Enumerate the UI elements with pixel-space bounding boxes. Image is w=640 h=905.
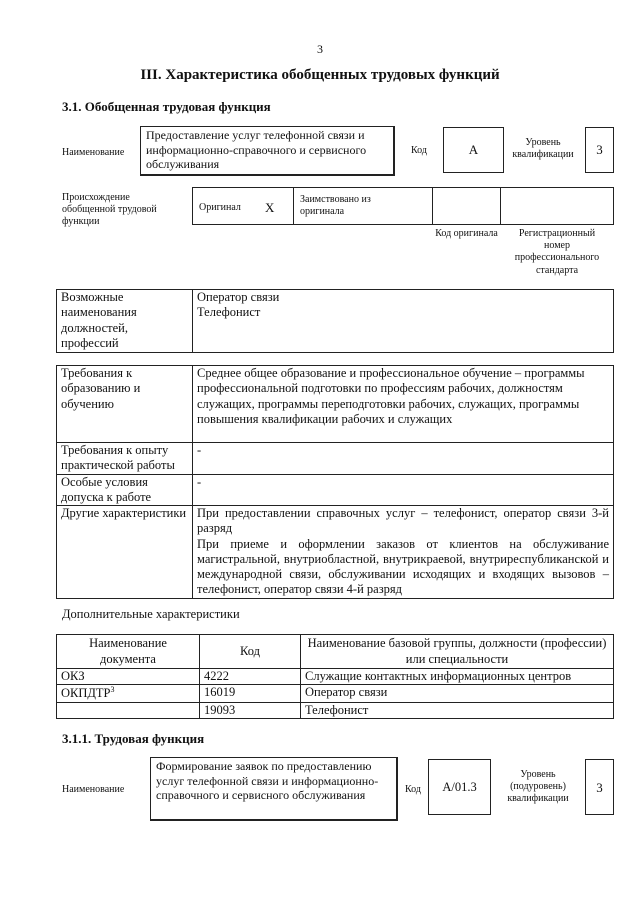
row-doc: ОКЗ — [57, 669, 200, 685]
table-row — [57, 669, 614, 685]
tf-code-box — [428, 759, 491, 815]
row-code: 4222 — [200, 669, 301, 685]
special-value: - — [193, 474, 614, 506]
gtf-code-label: Код — [411, 145, 427, 156]
gtf-code-original-label: Код оригинала — [435, 228, 498, 239]
additional-table — [56, 634, 614, 719]
gtf-name-value: Предоставление услуг телефонной связи и информационно-справочного и сервисного обслуживания — [146, 128, 367, 172]
tf-code-value: A/01.3 — [442, 780, 477, 794]
row-name: Служащие контактных информационных центров — [301, 669, 614, 685]
row-doc-footnote: 3 — [110, 685, 115, 695]
tf-name-box — [150, 757, 398, 821]
gtf-level-value: 3 — [596, 142, 603, 157]
gtf-name-label: Наименование — [62, 147, 125, 158]
table-row — [57, 702, 614, 718]
education-value: Среднее общее образование и профессиональное обучение – программы профессиональной подготовки по профессиям рабочих, должностям служащих, программы переподготовки рабочих, служащих, программы повышения квалификации рабочих и служащих — [193, 366, 614, 443]
positions-table — [56, 289, 614, 353]
gtf-reg-number-box — [500, 187, 614, 225]
gtf-reg-number-label: Регистрационный номер профессионального стандарта — [514, 228, 600, 276]
other-value-1: При предоставлении справочных услуг – телефонист, оператор связи 3-й разряд — [197, 506, 609, 536]
gtf-code-original-box — [432, 187, 501, 225]
positions-cell — [193, 290, 614, 353]
other-value-2: При приеме и оформлении заказов от клиентов на обслуживание магистральной, внутриобластной, внутрикраевой, внутриреспубликанской и международной связи, обслуживании исходящих и входящих вызовов – телефонист, оператор связи 4-й разряд — [197, 536, 609, 597]
additional-heading: Дополнительные характеристики — [62, 607, 240, 621]
gtf-original-box — [192, 187, 294, 225]
tf-level-box — [585, 759, 614, 815]
tf-name-value: Формирование заявок по предоставлению услуг телефонной связи и информационно-справочного и сервисного обслуживания — [156, 759, 379, 803]
gtf-origin-label: Происхождение обобщенной трудовой функции — [62, 192, 157, 228]
row-code: 19093 — [200, 702, 301, 718]
col-doc-header: Наименование документа — [57, 635, 200, 669]
position-item: Оператор связи — [197, 290, 280, 304]
positions-label: Возможные наименования должностей, профессий — [57, 290, 193, 353]
gtf-borrowed-box — [293, 187, 433, 225]
gtf-name-box — [140, 126, 395, 176]
table-row — [57, 685, 614, 702]
gtf-heading: 3.1. Обобщенная трудовая функция — [62, 99, 271, 114]
gtf-level-box — [585, 127, 614, 173]
row-doc-cell — [57, 685, 200, 702]
experience-value: - — [193, 443, 614, 475]
row-name: Телефонист — [301, 702, 614, 718]
tf-code-label: Код — [405, 784, 421, 795]
tf-level-label: Уровень (подуровень) квалификации — [507, 769, 569, 805]
gtf-code-value: A — [468, 142, 479, 157]
row-name: Оператор связи — [301, 685, 614, 702]
position-item: Телефонист — [197, 305, 261, 320]
page-number: 3 — [317, 42, 323, 56]
row-doc — [57, 702, 200, 718]
tf-level-value: 3 — [596, 780, 603, 795]
tf-name-label: Наименование — [62, 784, 125, 795]
col-code-header: Код — [200, 635, 301, 669]
row-doc: ОКПДТР — [61, 686, 111, 701]
gtf-original-mark: X — [265, 200, 275, 215]
col-name-header: Наименование базовой группы, должности (профессии) или специальности — [301, 635, 614, 669]
requirements-table — [56, 365, 614, 599]
education-label: Требования к образованию и обучению — [57, 366, 193, 443]
row-code: 16019 — [200, 685, 301, 702]
experience-label: Требования к опыту практической работы — [57, 443, 193, 475]
tf-heading: 3.1.1. Трудовая функция — [62, 731, 205, 746]
gtf-code-box — [443, 127, 504, 173]
section-title: III. Характеристика обобщенных трудовых функций — [140, 67, 500, 83]
other-label: Другие характеристики — [57, 506, 193, 599]
other-value-cell — [193, 506, 614, 599]
gtf-borrowed-label: Заимствовано из оригинала — [300, 194, 371, 218]
gtf-level-label: Уровень квалификации — [512, 137, 574, 161]
gtf-original-label: Оригинал — [199, 202, 241, 213]
special-label: Особые условия допуска к работе — [57, 474, 193, 506]
